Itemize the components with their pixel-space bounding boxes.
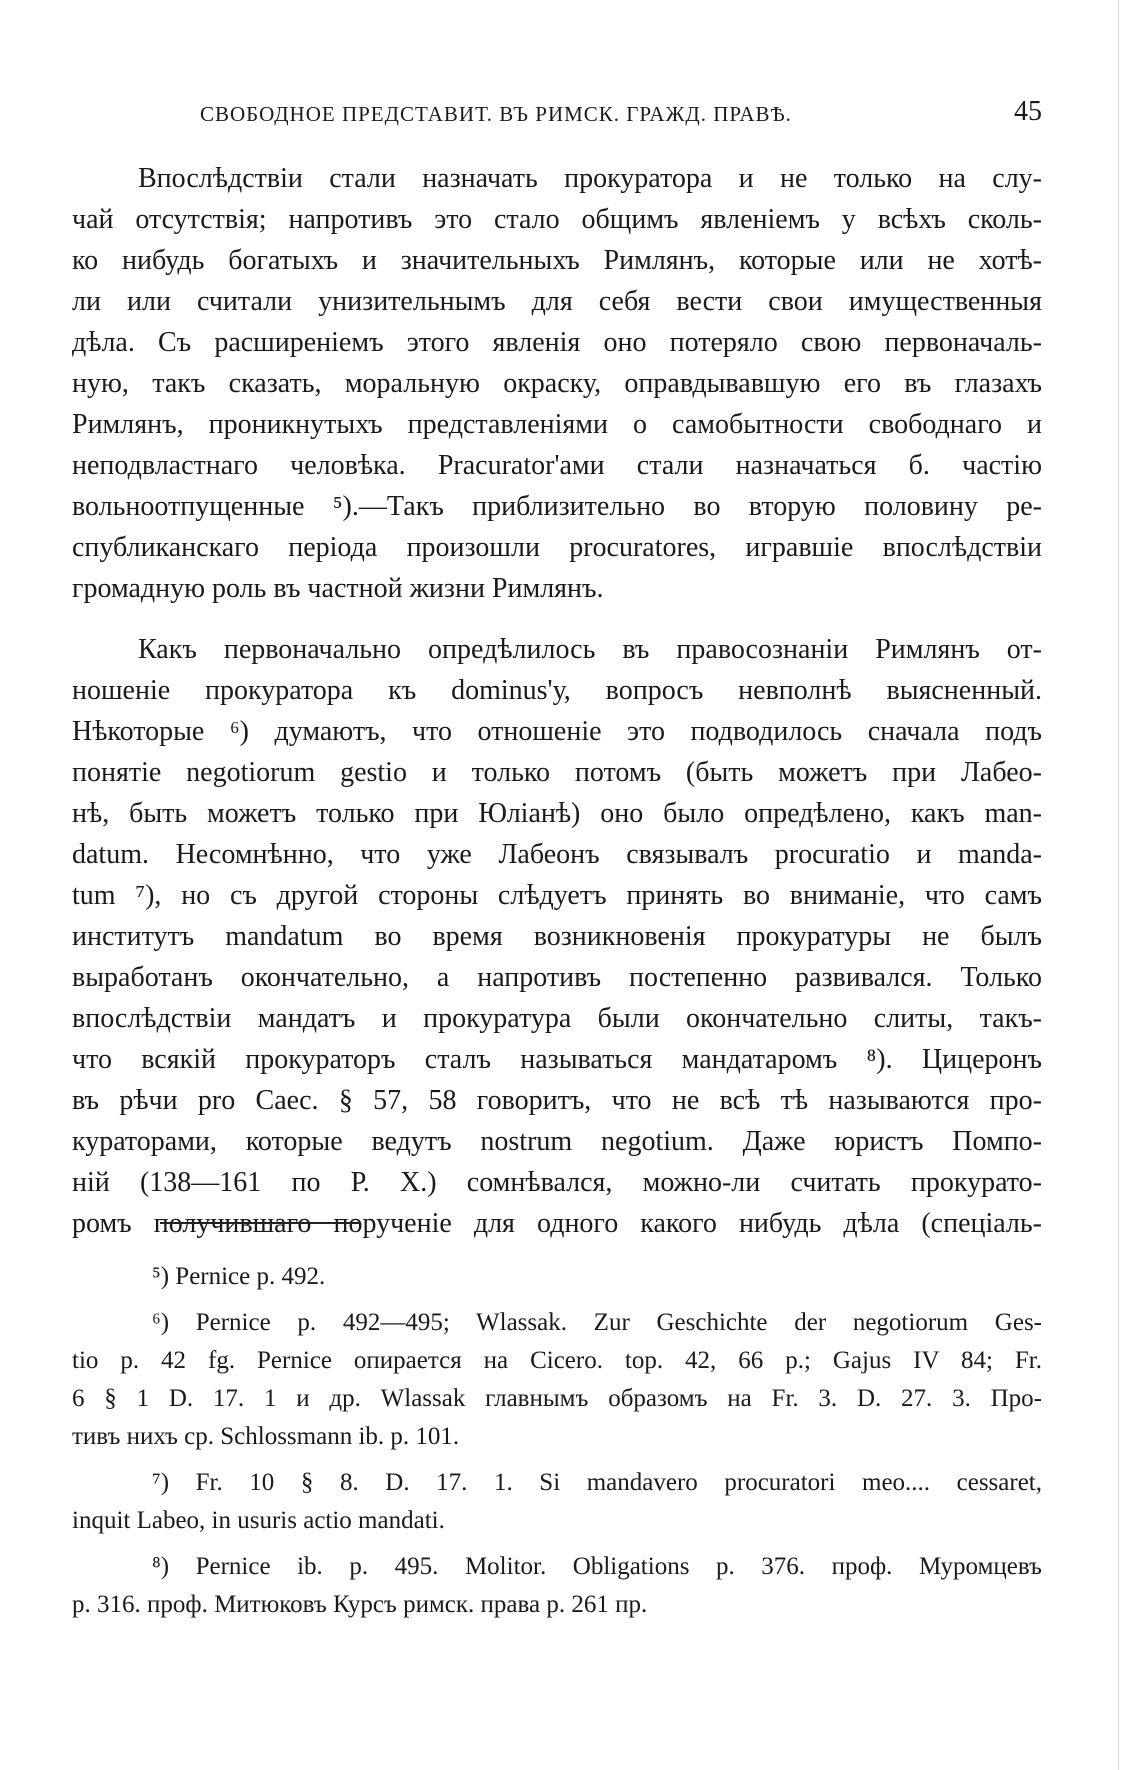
- footnote-6: [72, 1304, 1042, 1456]
- running-title: СВОБОДНОЕ ПРЕДСТАВИТ. ВЪ РИМСК. ГРАЖД. ПРАВѢ.: [200, 102, 792, 126]
- text-line: что всякiй прокураторъ сталъ называться мандатаромъ ⁸). Цицеронъ: [72, 1044, 1042, 1075]
- text-line: нѣ, быть можетъ только при Юлiанѣ) оно было опредѣлено, какъ man-: [72, 798, 1042, 829]
- footnote-7: [72, 1464, 1042, 1540]
- text-line: ромъ получившаго порученiе для одного какого нибудь дѣла (спецiаль-: [72, 1208, 1042, 1239]
- page-number: 45: [1014, 96, 1042, 127]
- text-line: вольноотпущенные ⁵).—Такъ приблизительно во вторую половину ре-: [72, 491, 1042, 522]
- text-line: кураторами, которые ведутъ nostrum negotium. Даже юристъ Помпо-: [72, 1126, 1043, 1157]
- footnote-5: [72, 1258, 1042, 1296]
- text-line: ли или считали унизительнымъ для себя вести свои имущественныя: [72, 286, 1042, 317]
- text-line: tum ⁷), но съ другой стороны слѣдуетъ принять во вниманiе, что самъ: [72, 880, 1042, 911]
- text-line: ко нибудь богатыхъ и значительныхъ Римлянъ, которые или не хотѣ-: [72, 245, 1042, 276]
- footnote-line: ⁶) Pernice p. 492—495; Wlassak. Zur Geschichte der negotiorum Ges-: [152, 1309, 1042, 1336]
- text-line: спубликанскаго перiода произошли procuratores, игравшiе впослѣдствiи: [72, 532, 1042, 563]
- footnote-line: 6 § 1 D. 17. 1 и др. Wlassak главнымъ образомъ на Fr. 3. D. 27. 3. Про-: [72, 1385, 1042, 1412]
- footnote-8: [72, 1548, 1042, 1624]
- footnote-line: tio p. 42 fg. Pernice опирается на Cicero. top. 42, 66 p.; Gajus IV 84; Fr.: [72, 1347, 1042, 1374]
- paragraph-1: [72, 158, 1042, 609]
- text-line: Римлянъ, проникнутыхъ представленiями о самобытности свободнаго и: [72, 409, 1042, 440]
- text-line: Нѣкоторые ⁶) думаютъ, что отношенiе это подводилось сначала подъ: [72, 716, 1042, 747]
- main-text: [72, 158, 1042, 1244]
- text-line: впослѣдствiи мандатъ и прокуратура были окончательно слиты, такъ-: [72, 1003, 1042, 1034]
- text-line: datum. Несомнѣнно, что уже Лабеонъ связывалъ procuratio и manda-: [72, 839, 1042, 870]
- footnote-line: ⁸) Pernice ib. p. 495. Molitor. Obligations p. 376. проф. Муромцевъ: [152, 1553, 1042, 1580]
- text-line: чай отсутствiя; напротивъ это стало общимъ явленiемъ у всѣхъ сколь-: [72, 204, 1042, 235]
- text-line: ношенiе прокуратора къ dominus'у, вопросъ невполнѣ выясненный.: [72, 675, 1042, 706]
- footnote-line: inquit Labeo, in usuris actio mandati.: [72, 1507, 445, 1534]
- text-line: понятiе negotiorum gestio и только потомъ (быть можетъ при Лабео-: [72, 757, 1042, 788]
- footnote-line: тивъ нихъ ср. Schlossmann ib. p. 101.: [72, 1423, 460, 1450]
- text-line: Какъ первоначально опредѣлилось въ правосознанiи Римлянъ от-: [138, 634, 1042, 665]
- text-line: выработанъ окончательно, а напротивъ постепенно развивался. Только: [72, 962, 1042, 993]
- paragraph-2: [72, 629, 1042, 1244]
- text-line: нiй (138—161 по Р. Х.) сомнѣвался, можно-ли считать прокурато-: [72, 1167, 1042, 1198]
- footnote-line: ⁷) Fr. 10 § 8. D. 17. 1. Si mandavero procuratori meo.... cessaret,: [152, 1469, 1042, 1496]
- scan-edge-line: [1118, 0, 1119, 1770]
- text-line: институтъ mandatum во время возникновенiя прокуратуры не былъ: [72, 921, 1042, 952]
- footnote-line: p. 316. проф. Митюковъ Курсъ римск. права p. 261 пр.: [72, 1591, 648, 1618]
- footnote-gap: [72, 1296, 1042, 1304]
- paragraph-gap: [72, 609, 1042, 629]
- footnote-gap: [72, 1456, 1042, 1464]
- text-line: Впослѣдствiи стали назначать прокуратора и не только на слу-: [138, 163, 1042, 194]
- text-line: ную, такъ сказать, моральную окраску, оправдывавшую его въ глазахъ: [72, 368, 1042, 399]
- footnote-gap: [72, 1540, 1042, 1548]
- text-line: дѣла. Съ расширенiемъ этого явленiя оно потеряло свою первоначаль-: [72, 327, 1042, 358]
- footnote-separator: [160, 1222, 360, 1224]
- text-line: въ рѣчи pro Caec. § 57, 58 говоритъ, что не всѣ тѣ называются про-: [72, 1085, 1042, 1116]
- footnotes: [72, 1258, 1042, 1624]
- text-line: неподвластнаго человѣка. Pracurator'ами стали назначаться б. частiю: [72, 450, 1042, 481]
- running-head: [112, 96, 1042, 136]
- footnote-line: ⁵) Pernice p. 492.: [152, 1263, 326, 1290]
- text-line: громадную роль въ частной жизни Римлянъ.: [72, 573, 604, 604]
